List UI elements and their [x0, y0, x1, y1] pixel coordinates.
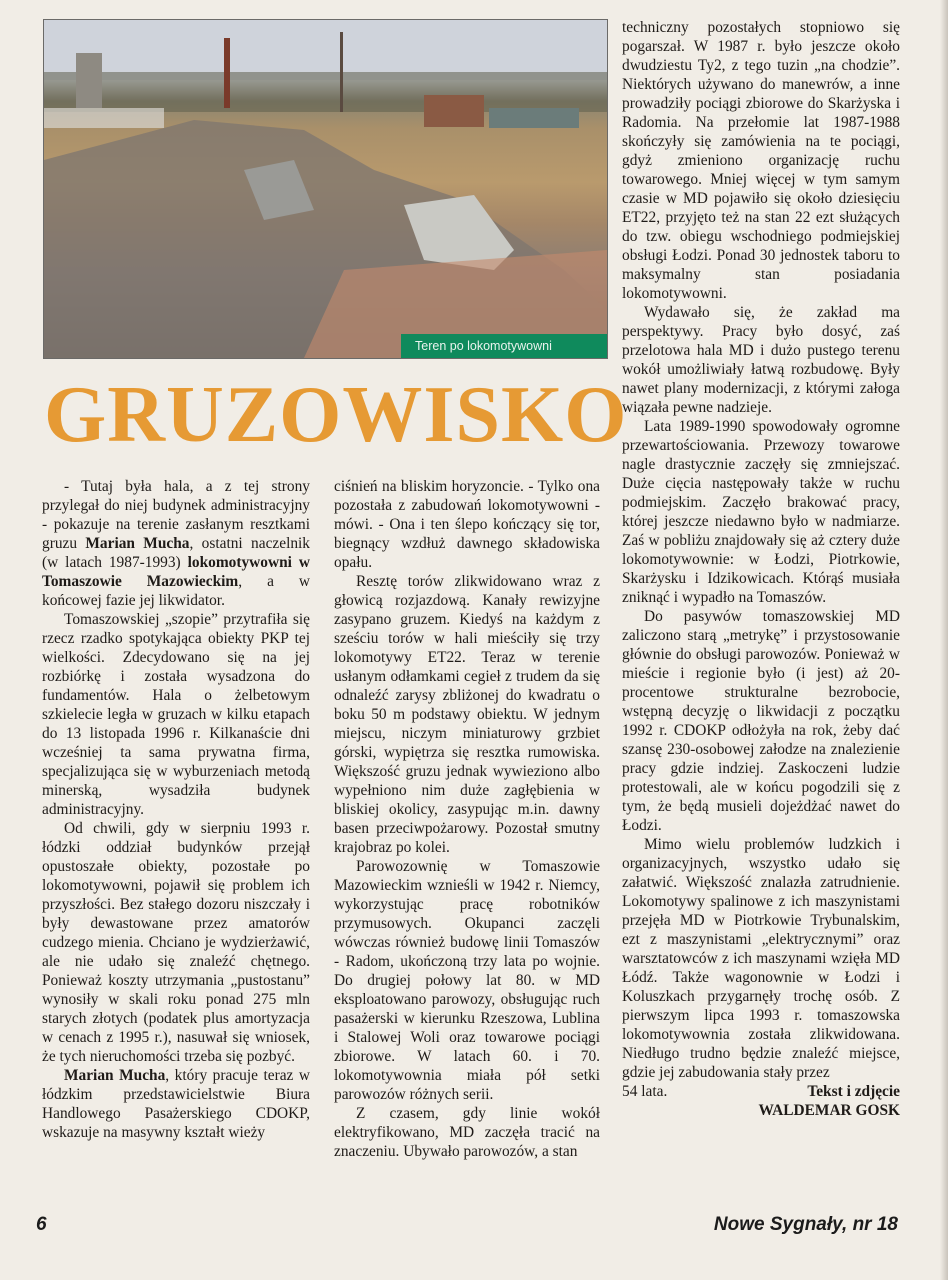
chimney [340, 32, 343, 112]
article-column-middle [334, 477, 600, 1161]
treeline [44, 72, 607, 112]
person-name: Marian Mucha [64, 1067, 166, 1084]
text: 54 lata. [622, 1083, 668, 1100]
credit-label: Tekst i zdjęcie [807, 1083, 900, 1100]
photo-caption: Teren po lokomotywowni [401, 334, 607, 358]
paragraph: Od chwili, gdy w sierpniu 1993 r. łódzki oddział budynków przejął opustoszałe obiekty, pozostałe po lokomotywowni, pojawił się problem ich przyszłości. Bez stałego dozoru niszczały i były dewastowane przez amatorów cudzego mienia. Chciano je wydzierżawić, ale nie udało się znaleźć chętnego. Ponieważ koszty utrzymania „pustostanu” wynosiły w skali roku ponad 275 mln starych złotych (podatek plus amortyzacja w cenach z 1995 r.), nasuwał się wniosek, że tych nieruchomości trzeba się pozbyć. [42, 820, 310, 1065]
text: , a w końcowej fazie jej likwidator. [42, 573, 310, 609]
brick-building [424, 95, 484, 127]
credit-author: WALDEMAR GOSK [758, 1102, 900, 1119]
magazine-issue: Nowe Sygnały, nr 18 [713, 1214, 898, 1235]
paragraph: Parowozownię w Tomaszowie Mazowieckim wznieśli w 1942 r. Niemcy, wykorzystując pracę robotników przymusowych. Okupanci zaczęli wówczas również budowę linii Tomaszów - Radom, ukończoną trzy lata po wojnie. Do drugiej połowy lat 80. w MD eksploatowano parowozy, obsługując ruch pasażerski w kierunku Rzeszowa, Lublina i Stalowej Woli oraz towarowe pociągi zbiorowe. W latach 60. i 70. lokomotywownia miała pół setki parowozów różnych serii. [334, 858, 600, 1103]
paragraph: Tomaszowskiej „szopie” przytrafiła się rzecz rzadko spotykająca obiekty PKP tej wielkości. Zdecydowano się na jej rozbiórkę i została wysadzona do fundamentów. Hala o żelbetowym szkielecie legła w gruzach w kilku etapach do 13 listopada 1996 r. Kilkanaście dni wcześniej ta sama prywatna firma, specjalizująca się w wyburzeniach metodą minerską, wysadziła budynek administracyjny. [42, 611, 310, 818]
fence [44, 108, 164, 128]
person-name: Marian Mucha [85, 535, 190, 552]
paragraph: Resztę torów zlikwidowano wraz z głowicą rozjazdową. Kanały rewizyjne zasypano gruzem. Kiedyś na każdym z sześciu torów w hali mieściły się trzy lokomotywy ET22. Teraz w terenie usłanym odłamkami cegieł z trudem da się odnaleźć zarysy zbliżonej do kwadratu o boku 50 m podstawy obiektu. W jednym miejscu, niczym miniaturowy grzbiet górski, wypiętrza się resztka rumowiska. Większość gruzu jednak wywieziono albo wypełniono nim duże zagłębienia w bliskiej okolicy, zasypując m.in. dawny basen przeciwpożarowy. Pozostał smutny krajobraz po kolei. [334, 573, 600, 856]
article-photo [43, 19, 608, 359]
lattice-mast [224, 38, 230, 108]
paragraph: Lata 1989-1990 spowodowały ogromne przewartościowania. Przewozy towarowe nagle drastycznie zaczęły się zmniejszać. Duże cięcia następowały także w ruchu podmiejskim. Zaczęło brakować pracy, której jeszcze niedawno było w nadmiarze. Zaś w pobliżu znajdowały się aż cztery duże lokomotywownie: w Łodzi, Piotrkowie, Skarżysku i Idzikowicach. Którąś musiała zniknąć i wypadło na Tomaszów. [622, 418, 900, 606]
paragraph: techniczny pozostałych stopniowo się pogarszał. W 1987 r. było jeszcze około dwudziestu Ty2, z tego tuzin „na chodzie”. Niektórych używano do manewrów, a inne prowadziły pociągi zbiorowe do Skarżyska i Radomia. Na przełomie lat 1987-1988 skończyły się zamówienia na te pociągi, gdyż zmieniono organizację ruchu towarowego. Mniej więcej w tym samym czasie w MD pojawiło się około dziesięciu ET22, przyjęto też na stan 22 ezt służących do tzw. obiegu wschodniego podmiejskiej obsługi Łodzi. Ponad 30 jednostek taboru to maksymalny stan posiadania lokomotywowni. [622, 19, 900, 302]
paragraph: Z czasem, gdy linie wokół elektryfikowano, MD zaczęła tracić na znaczeniu. Ubywało parowozów, a stan [334, 1105, 600, 1160]
article-column-left [42, 477, 310, 1142]
text: , ostatni naczelnik (w latach 1987-1993) [42, 535, 311, 571]
water-tower [76, 53, 102, 108]
page-edge-shadow [940, 0, 948, 1280]
paragraph: Wydawało się, że zakład ma perspektywy. Pracy było dosyć, zaś przelotowa hala MD i dużo pustego terenu wokół umożliwiały łatwą rozbudowę. Były nawet plany modernizacji, z którymi załoga wiązała pewne nadzieje. [622, 304, 900, 416]
paragraph: Mimo wielu problemów ludzkich i organizacyjnych, wszystko udało się załatwić. Większość znalazła zatrudnienie. Lokomotywy spalinowe z ich maszynistami przejęła MD w Piotrkowie Trybunalskim, ezt z maszynistami „elektrycznymi” oraz warsztatowców z ich maszynami wzięła MD Łódź. Także wagonownie w Łodzi i Koluszkach przygarnęły trochę osób. Z pierwszym lipca 1993 r. tomaszowska lokomotywownia została zlikwidowana. Niedługo trudno będzie znaleźć miejsce, gdzie jej zabudowania stały przez [622, 836, 900, 1081]
text: - Tutaj była hala, a z tej strony przylegał do niej budynek administracyjny - pokazuje na terenie zasłanym resztkami gruzu [42, 478, 310, 552]
sky [44, 20, 607, 80]
page-number: 6 [36, 1214, 47, 1235]
place-name: lokomotywowni w Tomaszowie Mazowieckim [42, 554, 310, 590]
text: , który pracuje teraz w łódzkim przedstawicielstwie Biura Handlowego Pasażerskiego CDOKP, wskazuje na masywny kształt wieży [42, 1067, 310, 1141]
article-column-right [622, 0, 900, 1120]
paragraph: ciśnień na bliskim horyzoncie. - Tylko ona pozostała z zabudowań lokomotywowni - mówi. - Ona i ten ślepo kończący się tor, biegnący wzdłuż dawnego składowiska opału. [334, 478, 600, 571]
paragraph: Do pasywów tomaszowskiej MD zaliczono starą „metrykę” i przystosowanie głównie do obsługi parowozów. Ponieważ w mieście i regionie było (i jest) aż 20-procentowe strukturalne bezrobocie, wstępną decyzję o likwidacji z początku 1992 r. CDOKP odłożyła na rok, żeby dać szansę 230-osobowej załodze na znalezienie pracy gdzie indziej. Zaskoczeni ludzie protestowali, ale w końcu pogodzili się z tym, że będą musieli dojeżdżać nawet do Łodzi. [622, 608, 900, 834]
photo-illustration [44, 20, 607, 358]
paragraph [42, 477, 310, 610]
paragraph [42, 1066, 310, 1142]
credit-line [622, 1082, 900, 1101]
article-title: GRUZOWISKO [44, 371, 628, 459]
garage-building [489, 108, 579, 128]
